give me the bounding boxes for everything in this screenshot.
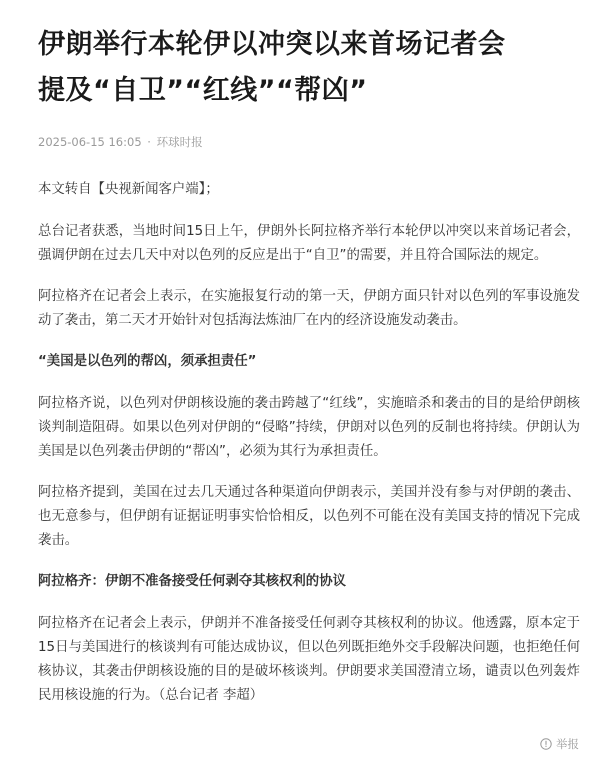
meta-separator: · [147,135,151,149]
article-meta [38,134,580,150]
report-label: 举报 [556,737,579,751]
publish-date: 2025-06-15 16:05 [38,135,142,149]
paragraph: 阿拉格齐在记者会上表示，伊朗并不准备接受任何剥夺其核权利的协议。他透露，原本定于15日与美国进行的核谈判有可能达成协议，但以色列既拒绝外交手段解决问题，也拒绝任何核协议，其袭击伊朗核设施的目的是破坏核谈判。伊朗要求美国澄清立场，谴责以色列轰炸民用核设施的行为。（总台记者 李超） [38,616,580,703]
paragraph: 总台记者获悉，当地时间15日上午，伊朗外长阿拉格齐举行本轮伊以冲突以来首场记者会，强调伊朗在过去几天中对以色列的反应是出于“自卫”的需要，并且符合国际法的规定。 [38,224,580,263]
article [38,22,580,725]
paragraph: 阿拉格齐在记者会上表示，在实施报复行动的第一天，伊朗方面只针对以色列的军事设施发动了袭击，第二天才开始针对包括海法炼油厂在内的经济设施发动袭击。 [38,289,580,328]
title-line-1: 伊朗举行本轮伊以冲突以来首场记者会 [38,29,506,60]
paragraph: 阿拉格齐提到，美国在过去几天通过各种渠道向伊朗表示，美国并没有参与对伊朗的袭击、也无意参与，但伊朗有证据证明事实恰恰相反，以色列不可能在没有美国支持的情况下完成袭击。 [38,485,580,548]
source-name: 环球时报 [156,135,203,149]
warning-circle-icon [540,738,552,750]
article-title [38,22,580,114]
report-button[interactable] [540,736,579,752]
section-heading: 阿拉格齐：伊朗不准备接受任何剥夺其核权利的协议 [38,574,346,589]
paragraph: 阿拉格齐说，以色列对伊朗核设施的袭击跨越了“红线”，实施暗杀和袭击的目的是给伊朗核谈判制造阻碍。如果以色列对伊朗的“侵略”持续，伊朗对以色列的反制也将持续。伊朗认为美国是以色列袭击伊朗的“帮凶”，必须为其行为承担责任。 [38,396,580,459]
article-body [38,178,580,708]
paragraph-intro: 本文转自【央视新闻客户端】； [38,182,219,197]
section-heading: “美国是以色列的帮凶，须承担责任” [38,354,257,369]
title-line-2: 提及“自卫”“红线”“帮凶” [38,75,368,106]
